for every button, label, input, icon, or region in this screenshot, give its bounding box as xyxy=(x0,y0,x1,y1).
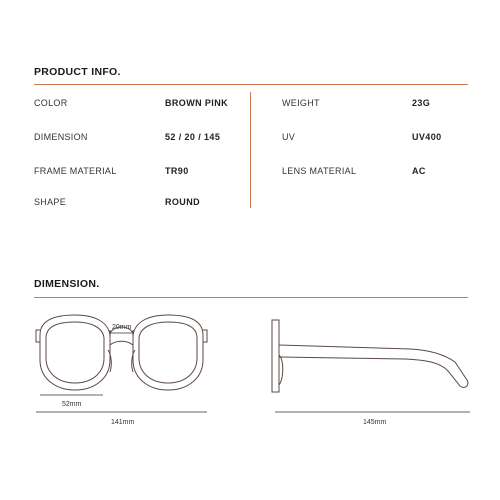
frame-material-value: TR90 xyxy=(165,166,189,176)
color-value: BROWN PINK xyxy=(165,98,228,108)
product-info-title: PRODUCT INFO. xyxy=(34,66,121,78)
dimension-label: DIMENSION xyxy=(34,132,88,142)
lens-material-value: AC xyxy=(412,166,426,176)
frame-width-label: 141mm xyxy=(111,419,135,426)
side-front xyxy=(272,320,279,392)
uv-value: UV400 xyxy=(412,132,442,142)
left-lens xyxy=(46,322,104,383)
weight-label: WEIGHT xyxy=(282,98,320,108)
shape-label: SHAPE xyxy=(34,197,67,207)
right-lens-frame xyxy=(133,315,203,390)
color-label: COLOR xyxy=(34,98,68,108)
uv-label: UV xyxy=(282,132,296,142)
temple-arm xyxy=(279,345,468,387)
dimension-title: DIMENSION. xyxy=(34,278,100,290)
left-lens-frame xyxy=(40,315,110,390)
frame-material-label: FRAME MATERIAL xyxy=(34,166,117,176)
lens-width-label: 52mm xyxy=(62,401,82,408)
weight-value: 23G xyxy=(412,98,431,108)
dimension-value: 52 / 20 / 145 xyxy=(165,132,221,142)
shape-value: ROUND xyxy=(165,197,200,207)
temple-length-label: 145mm xyxy=(363,419,387,426)
lens-material-label: LENS MATERIAL xyxy=(282,166,357,176)
right-lens xyxy=(139,322,197,383)
bridge-width-label: 20mm xyxy=(112,324,132,331)
